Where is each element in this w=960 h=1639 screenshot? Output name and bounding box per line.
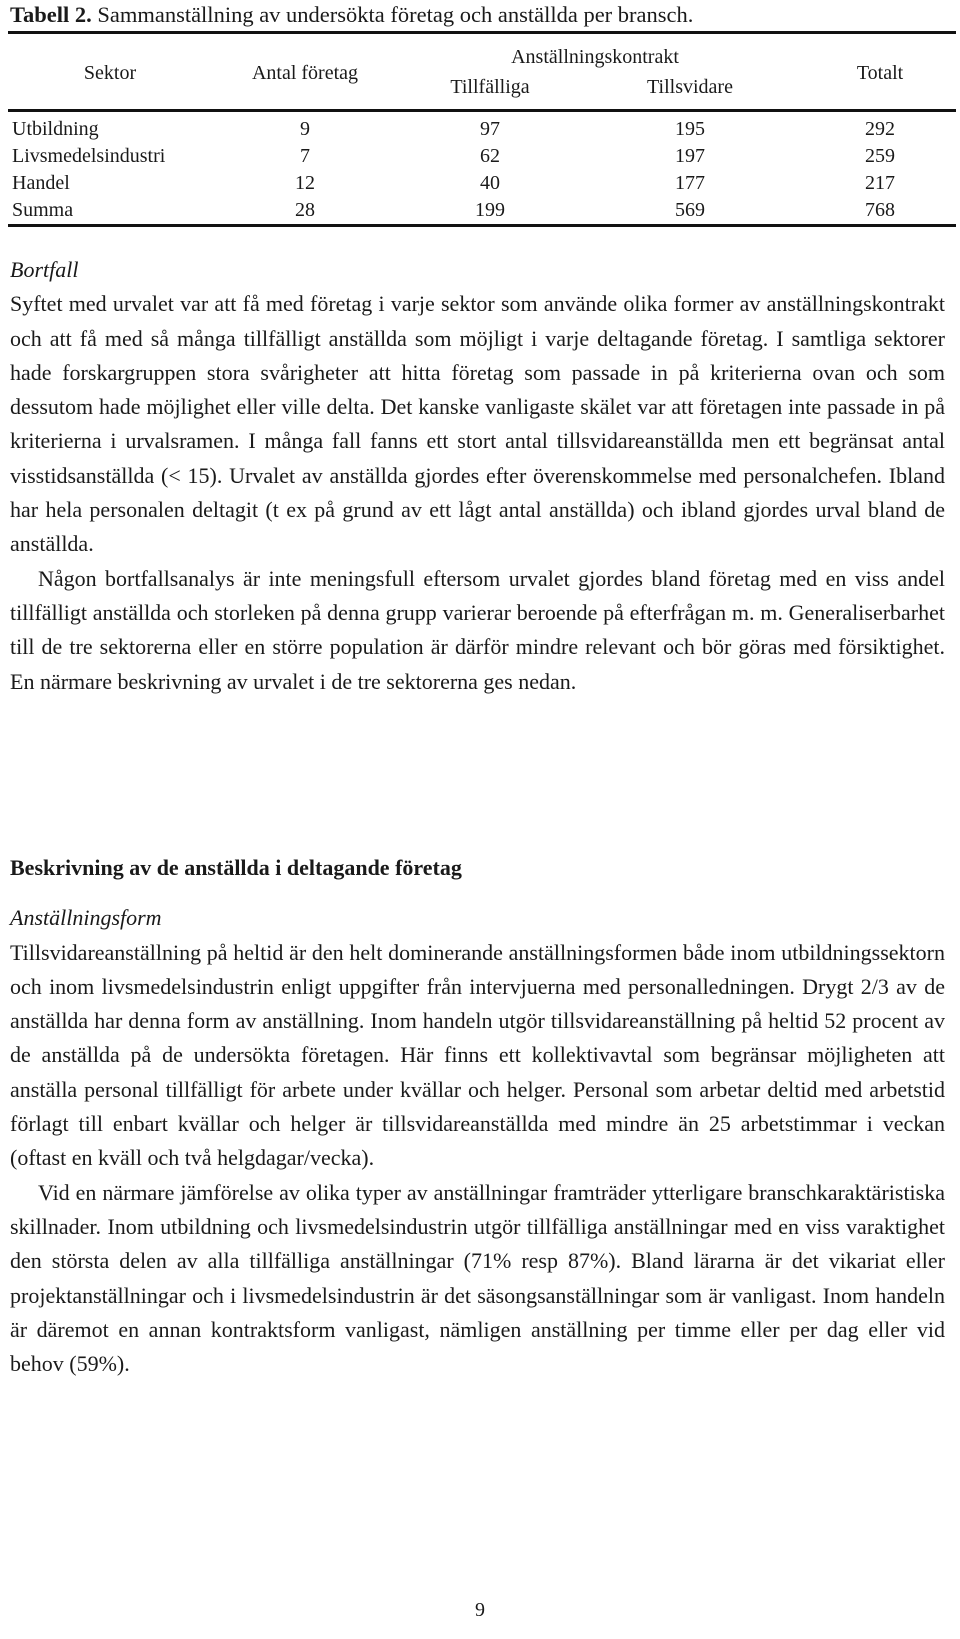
header-tillsvidare: Tillsvidare: [647, 76, 733, 98]
header-anstallningskontrakt: Anställningskontrakt: [511, 46, 679, 68]
cell-antal: 9: [300, 118, 310, 140]
table-header-rule: [8, 109, 956, 112]
header-sektor: Sektor: [83, 62, 137, 84]
cell-sektor: Livsmedelsindustri: [12, 145, 166, 167]
beskrivning-section: [10, 851, 945, 1381]
cell-tillsvidare: 177: [675, 172, 705, 194]
cell-antal: 7: [300, 145, 310, 167]
bortfall-paragraph: Någon bortfallsanalys är inte meningsfull eftersom urvalet gjordes bland företag med en viss andel tillfälligt anställda och storleken på denna grupp varierar beroende på efterfrågan m. m. Generaliserbarhet till de tre sektorerna eller en större population är därför mindre relevant och bör göras med försiktighet. En närmare beskrivning av urvalet i de tre sektorerna ges nedan.: [10, 565, 945, 694]
caption-label: Tabell 2.: [10, 2, 92, 27]
beskrivning-paragraph: Vid en närmare jämförelse av olika typer av anställningar framträder ytterligare branschkaraktäristiska skillnader. Inom utbildning och livsmedelsindustrin utgör tillfälliga anställningar med en viss varaktighet den största delen av alla tillfälliga anställningar (71% resp 87%). Bland lärarna är det vikariat eller projektanställningar och i livsmedelsindustrin är det säsongsanställningar som är vanligast. Inom handeln är däremot en annan kontraktsform vanligast, nämligen anställning per timme eller per dag eller vid behov (59%).: [10, 1179, 945, 1377]
cell-tillsvidare: 197: [675, 145, 705, 167]
cell-antal: 28: [295, 199, 315, 221]
page-number: 9: [475, 1599, 485, 1621]
cell-tillfalliga: 40: [480, 172, 500, 194]
anstallningsform-heading: Anställningsform: [10, 905, 162, 931]
beskrivning-paragraph: Tillsvidareanställning på heltid är den helt dominerande anställningsformen både inom utbildningssektorn och inom livsmedelsindustrin enligt uppgifter från intervjuerna med personalledningen. Drygt 2/3 av de anställda har denna form av anställning. Inom handeln utgör tillsvidareanställning på heltid 52 procent av de anställda på de undersökta företagen. Här finns ett kollektivavtal som begränsar möjligheten att anställa personal tillfälligt för arbete under kvällar och helger. Personal som arbetar deltid med arbetstid förlagt till enbart kvällar och helger är tillsvidareanställda med mindre än 25 arbetstimmar i veckan (oftast en kväll och två helgdagar/vecka).: [10, 939, 945, 1171]
cell-tillfalliga: 199: [475, 199, 505, 221]
cell-totalt: 292: [865, 118, 895, 140]
header-totalt: Totalt: [856, 62, 904, 84]
cell-totalt: 768: [865, 199, 895, 221]
bortfall-heading: Bortfall: [10, 257, 79, 282]
bortfall-paragraph: Syftet med urvalet var att få med företag i varje sektor som använde olika former av anställningskontrakt och att få med så många tillfälligt anställda som möjligt i varje deltagande företag. I samtliga sektorer hade forskargruppen stora svårigheter att hitta företag som passade in på kriterierna ovan och som dessutom hade möjlighet eller ville delta. Det kanske vanligaste skälet var att företagen inte passade in på kriterierna i urvalsramen. I många fall fanns ett stort antal tillsvidareanställda men ett begränsat antal visstidsanställda (< 15). Urvalet av anställda gjordes efter överenskommelse med personalchefen. Ibland har hela personalen deltagit (t ex på grund av ett lågt antal anställda) och ibland gjordes urval bland de anställda.: [10, 291, 945, 557]
header-antal-foretag: Antal företag: [251, 62, 359, 84]
bortfall-section: [10, 253, 945, 699]
cell-sektor: Summa: [12, 199, 74, 221]
cell-sektor: Utbildning: [12, 118, 99, 140]
table-bottom-rule: [8, 224, 956, 227]
cell-antal: 12: [295, 172, 315, 194]
cell-sektor: Handel: [12, 172, 70, 194]
header-tillfalliga: Tillfälliga: [450, 76, 530, 98]
cell-totalt: 217: [865, 172, 895, 194]
caption-text: Sammanställning av undersökta företag och anställda per bransch.: [97, 2, 694, 27]
section-heading: Beskrivning av de anställda i deltagande företag: [10, 855, 462, 880]
table-caption: [10, 0, 950, 30]
cell-totalt: 259: [865, 145, 895, 167]
cell-tillsvidare: 569: [675, 199, 705, 221]
table-top-rule: [8, 31, 956, 34]
cell-tillfalliga: 62: [480, 145, 500, 167]
cell-tillfalliga: 97: [480, 118, 500, 140]
cell-tillsvidare: 195: [675, 118, 705, 140]
